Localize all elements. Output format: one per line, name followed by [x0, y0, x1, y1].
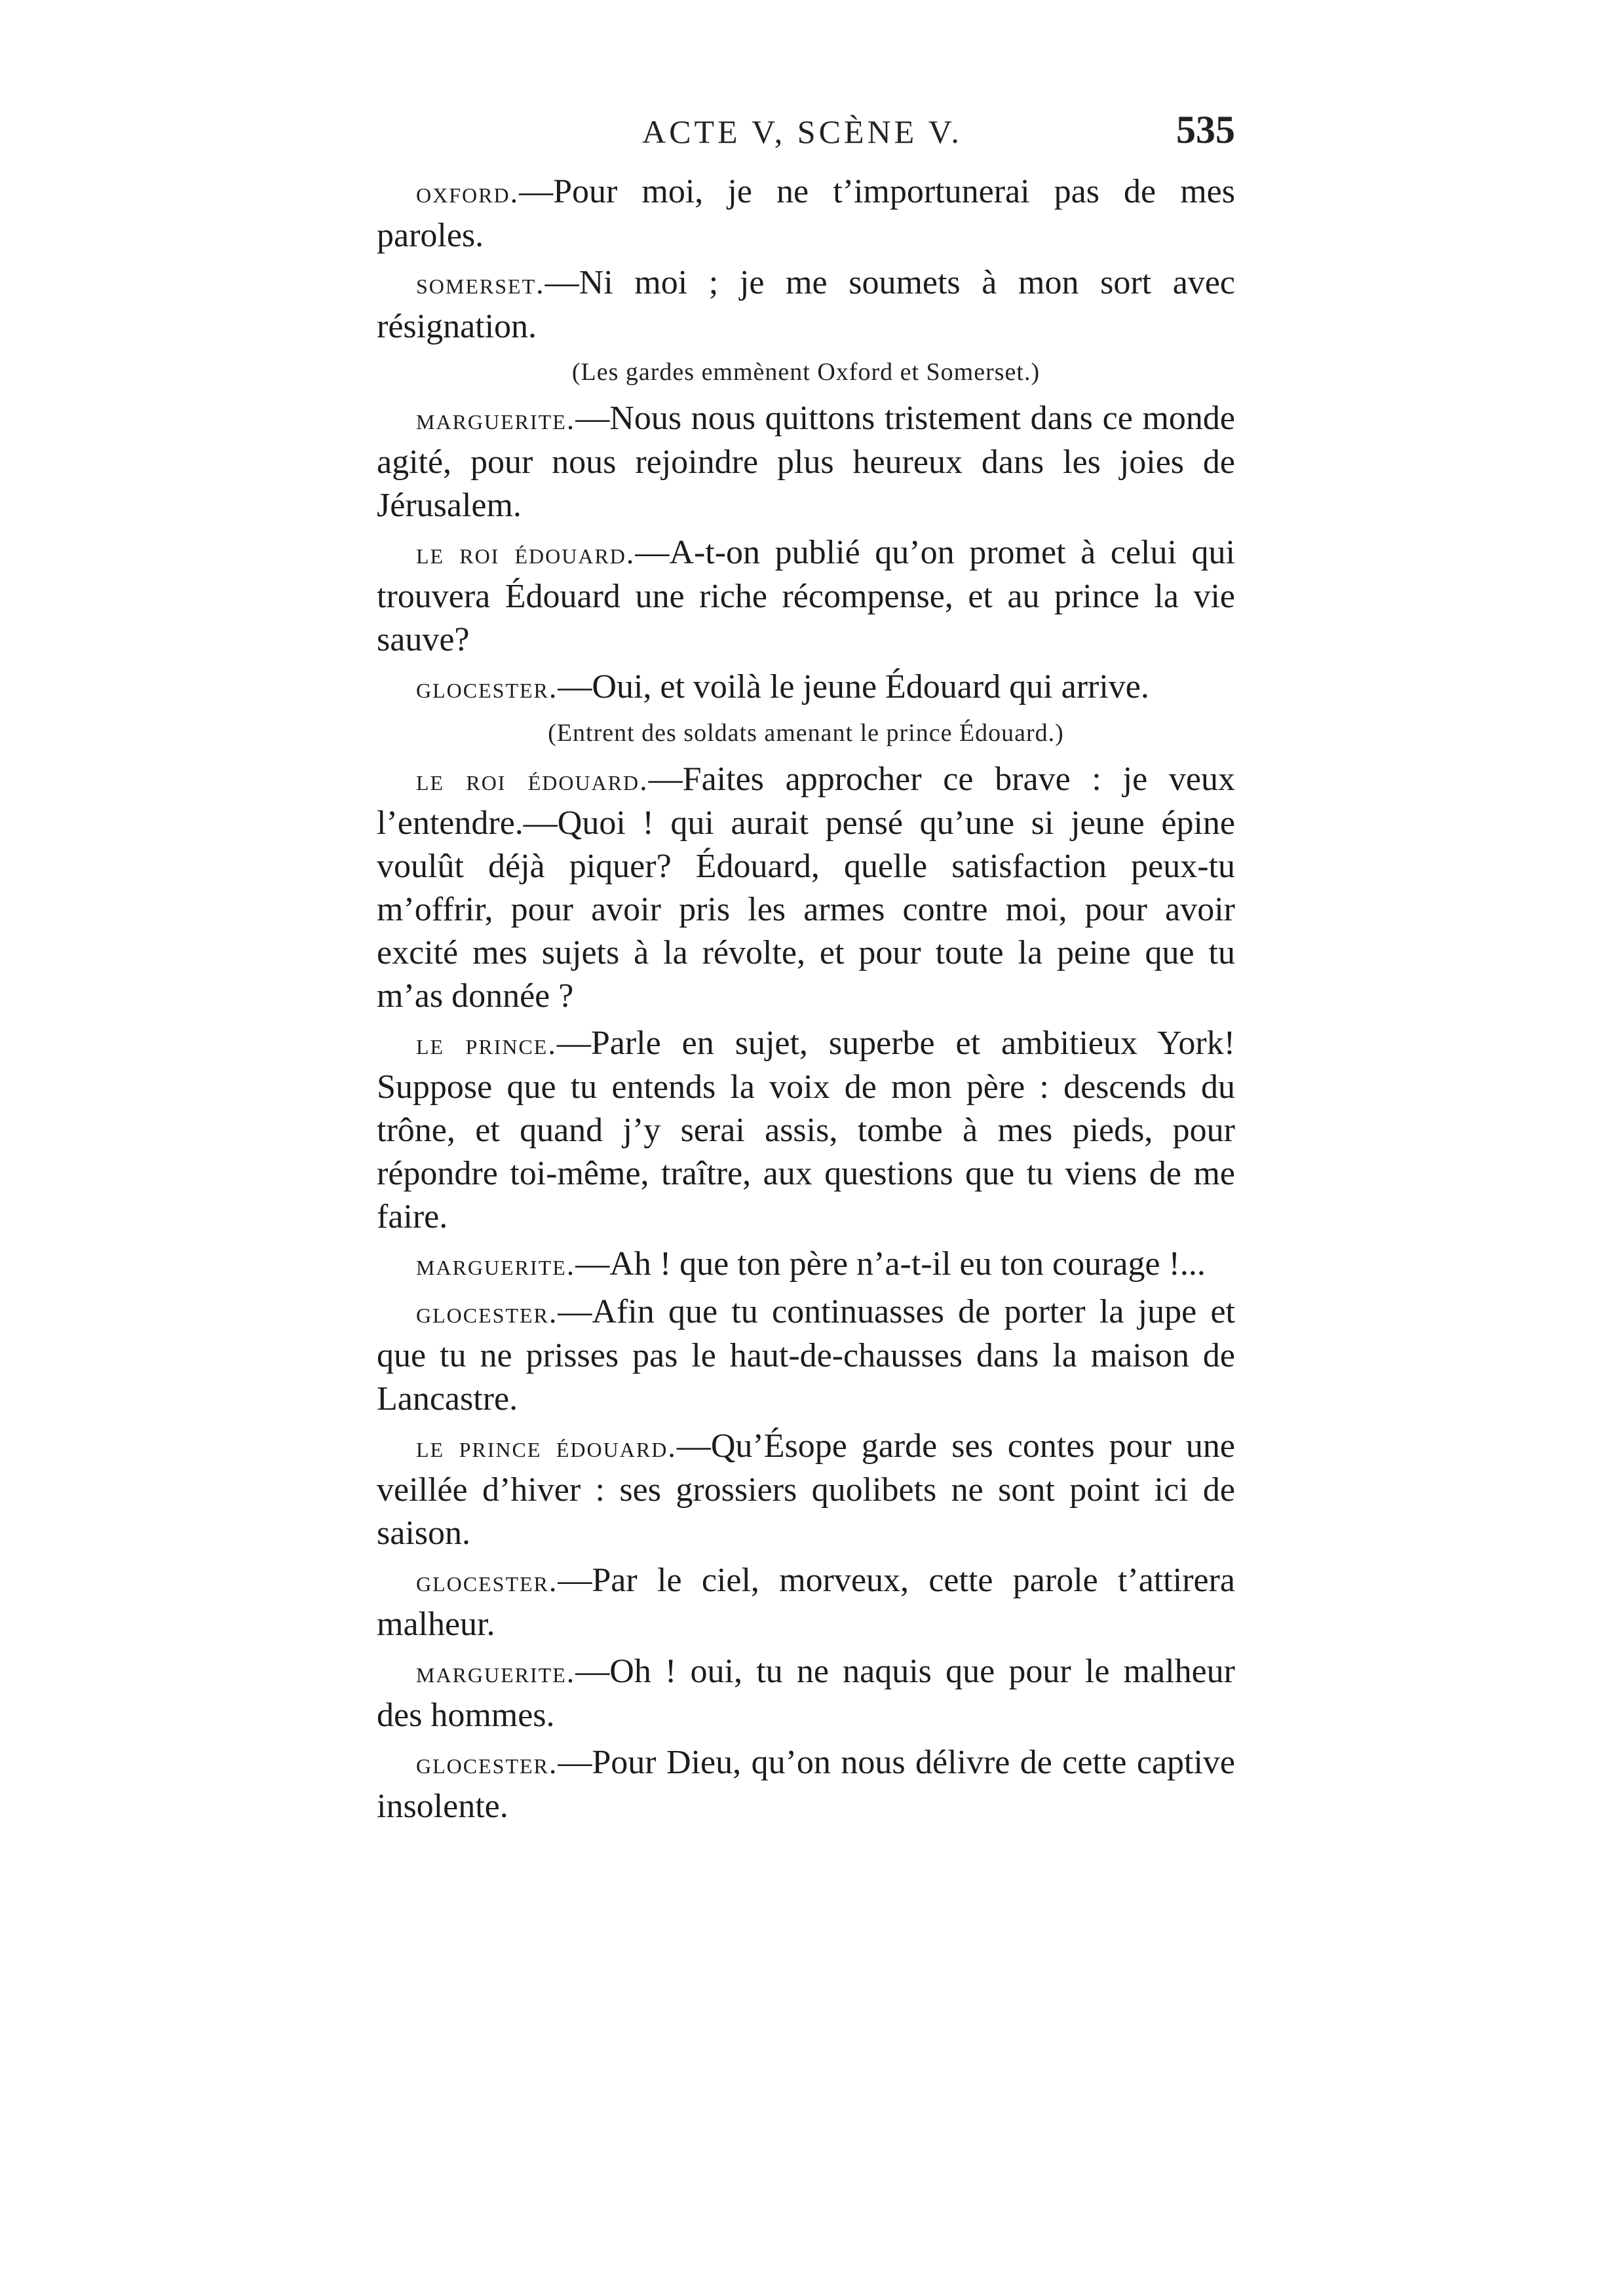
speaker-label: le roi édouard. [416, 763, 649, 797]
speech-text: —Pour moi, je ne t’importunerai pas de mes paroles. [377, 173, 1235, 254]
speaker-label: somerset. [416, 267, 545, 300]
speech-marguerite [377, 397, 1235, 527]
speaker-label: glocester. [416, 1564, 558, 1598]
speech-text: —Ah ! que ton père n’a-t-il eu ton courage !... [575, 1245, 1206, 1283]
speech-marguerite [377, 1650, 1235, 1737]
running-head: ACTE V, SCÈNE V. [642, 113, 963, 150]
speaker-label: oxford. [416, 176, 520, 209]
page-header [377, 98, 1235, 170]
speaker-label: marguerite. [416, 1248, 576, 1281]
speech-le-roi-edouard [377, 758, 1235, 1018]
speech-glocester [377, 1741, 1235, 1828]
speaker-label: glocester. [416, 671, 558, 704]
speaker-label: glocester. [416, 1296, 558, 1329]
speech-text: —Faites approcher ce brave : je veux l’entendre.—Quoi ! qui aurait pensé qu’une si jeune épine voulût déjà piquer? Édouard, quelle satisfaction peux-tu m’offrir, pour avoir pris les armes contre moi, pour avoir excité mes sujets à la révolte, et pour toute la peine que tu m’as donnée ? [377, 761, 1236, 1015]
speech-marguerite [377, 1243, 1235, 1287]
book-page [377, 98, 1235, 1832]
speech-text: —A-t-on publié qu’on promet à celui qui trouvera Édouard une riche récompense, et au prince la vie sauve? [377, 534, 1235, 658]
speech-text: —Oh ! oui, tu ne naquis que pour le malheur des hommes. [377, 1653, 1235, 1734]
speech-le-roi-edouard [377, 531, 1235, 662]
speech-text: —Afin que tu continuasses de porter la jupe et que tu ne prisses pas le haut-de-chausses dans la maison de Lancastre. [377, 1293, 1235, 1418]
stage-direction: (Les gardes emmènent Oxford et Somerset.) [571, 358, 1041, 386]
stage-direction: (Entrent des soldats amenant le prince Édouard.) [548, 719, 1064, 747]
speaker-label: le roi édouard. [416, 536, 636, 570]
speech-glocester [377, 666, 1235, 709]
page-number: 535 [1176, 108, 1235, 151]
speech-text: —Pour Dieu, qu’on nous délivre de cette captive insolente. [377, 1744, 1235, 1825]
speaker-label: le prince. [416, 1027, 557, 1061]
speech-text: —Qu’Ésope garde ses contes pour une veillée d’hiver : ses grossiers quolibets ne sont point ici de saison. [377, 1427, 1236, 1552]
speech-text: —Par le ciel, morveux, cette parole t’attirera malheur. [377, 1562, 1235, 1643]
speech-le-prince-edouard [377, 1425, 1235, 1555]
speech-text: —Ni moi ; je me soumets à mon sort avec résignation. [377, 264, 1235, 345]
speech-text: —Nous nous quittons tristement dans ce monde agité, pour nous rejoindre plus heureux dans les joies de Jérusalem. [377, 400, 1235, 524]
speech-text: —Oui, et voilà le jeune Édouard qui arrive. [558, 668, 1149, 706]
speaker-label: marguerite. [416, 402, 576, 436]
speech-oxford [377, 170, 1235, 257]
play-text [377, 170, 1235, 1828]
speech-somerset [377, 261, 1235, 348]
speech-text: —Parle en sujet, superbe et ambitieux York! Suppose que tu entends la voix de mon père : descends du trône, et quand j’y serai assis, tombe à mes pieds, pour répondre toi-même, traître, aux questions que tu viens de me faire. [377, 1025, 1236, 1235]
speaker-label: le prince édouard. [416, 1430, 677, 1463]
speech-le-prince [377, 1022, 1235, 1239]
speaker-label: marguerite. [416, 1655, 576, 1689]
speaker-label: glocester. [416, 1746, 558, 1780]
speech-glocester [377, 1559, 1235, 1646]
speech-glocester [377, 1290, 1235, 1421]
